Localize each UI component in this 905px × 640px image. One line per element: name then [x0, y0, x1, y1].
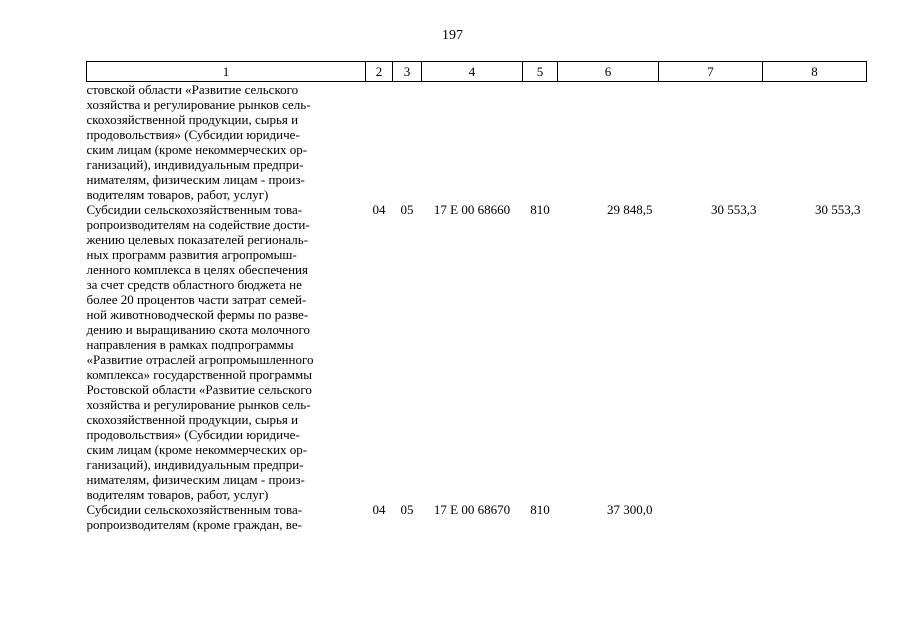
cell-section: 04 [372, 202, 386, 217]
budget-table [86, 61, 867, 532]
cell-amount-col7 [659, 502, 763, 532]
cell-section [366, 82, 393, 203]
cell-target-article: 17 Е 00 68660 [433, 202, 511, 217]
cell-target-article [422, 82, 523, 203]
cell-amount-col8 [763, 82, 867, 203]
description-line: ским лицам (кроме некоммерческих ор- [86, 442, 308, 457]
description-line: комплекса» государственной программы [86, 367, 312, 382]
cell-section: 04 [372, 502, 386, 517]
description-line: продовольствия» (Субсидии юридиче- [86, 127, 300, 142]
column-header: 1 [87, 62, 366, 82]
cell-amount-col7: 30 553,3 [711, 202, 757, 217]
cell-expense-type: 810 [530, 202, 550, 217]
description-line: ленного комплекса в целях обеспечения [86, 262, 308, 277]
column-header: 7 [659, 62, 763, 82]
table-row [87, 82, 867, 203]
column-header: 8 [763, 62, 867, 82]
description-line: ганизаций), индивидуальным предпри- [86, 157, 304, 172]
description-line: водителям товаров, работ, услуг) [86, 187, 269, 202]
table-header-row [87, 62, 867, 82]
description-line: Субсидии сельскохозяйственным това- [86, 502, 303, 517]
description-line: Ростовской области «Развитие сельского [86, 382, 312, 397]
cell-subsection: 05 [400, 202, 414, 217]
description-line: ропроизводителям (кроме граждан, ве- [86, 517, 302, 532]
description-line: нимателям, физическим лицам - произ- [86, 172, 305, 187]
row-description [87, 82, 366, 203]
description-line: хозяйства и регулирование рынков сель- [86, 397, 311, 412]
cell-amount-col7 [659, 82, 763, 203]
description-line: водителям товаров, работ, услуг) [86, 487, 269, 502]
description-line: за счет средств областного бюджета не [86, 277, 302, 292]
column-header: 6 [558, 62, 659, 82]
description-line: нимателям, физическим лицам - произ- [86, 472, 305, 487]
description-line: ропроизводителям на содействие дости- [86, 217, 310, 232]
cell-expense-type: 810 [530, 502, 550, 517]
cell-expense-type [523, 82, 558, 203]
description-line: хозяйства и регулирование рынков сель- [86, 97, 311, 112]
cell-amount-col6: 29 848,5 [607, 202, 653, 217]
row-description [87, 502, 366, 532]
column-header: 4 [422, 62, 523, 82]
description-line: скохозяйственной продукции, сырья и [86, 112, 299, 127]
description-line: более 20 процентов части затрат семей- [86, 292, 307, 307]
description-line: «Развитие отраслей агропромышленного [86, 352, 314, 367]
column-header: 2 [366, 62, 393, 82]
column-header: 3 [393, 62, 422, 82]
column-header: 5 [523, 62, 558, 82]
page-number: 197 [442, 28, 463, 43]
cell-subsection: 05 [400, 502, 414, 517]
description-line: ных программ развития агропромыш- [86, 247, 297, 262]
table-row [87, 202, 867, 502]
cell-amount-col6 [558, 82, 659, 203]
description-line: продовольствия» (Субсидии юридиче- [86, 427, 300, 442]
table-row [87, 502, 867, 532]
cell-amount-col8: 30 553,3 [815, 202, 861, 217]
description-line: ганизаций), индивидуальным предпри- [86, 457, 304, 472]
description-line: жению целевых показателей региональ- [86, 232, 309, 247]
description-line: направления в рамках подпрограммы [86, 337, 294, 352]
description-line: ной животноводческой фермы по разве- [86, 307, 309, 322]
cell-amount-col8 [763, 502, 867, 532]
cell-subsection [393, 82, 422, 203]
cell-amount-col6: 37 300,0 [607, 502, 653, 517]
cell-target-article: 17 Е 00 68670 [433, 502, 511, 517]
description-line: дению и выращиванию скота молочного [86, 322, 311, 337]
description-line: Субсидии сельскохозяйственным това- [86, 202, 303, 217]
description-line: скохозяйственной продукции, сырья и [86, 412, 299, 427]
row-description [87, 202, 366, 502]
description-line: ским лицам (кроме некоммерческих ор- [86, 142, 308, 157]
description-line: стовской области «Развитие сельского [86, 82, 299, 97]
